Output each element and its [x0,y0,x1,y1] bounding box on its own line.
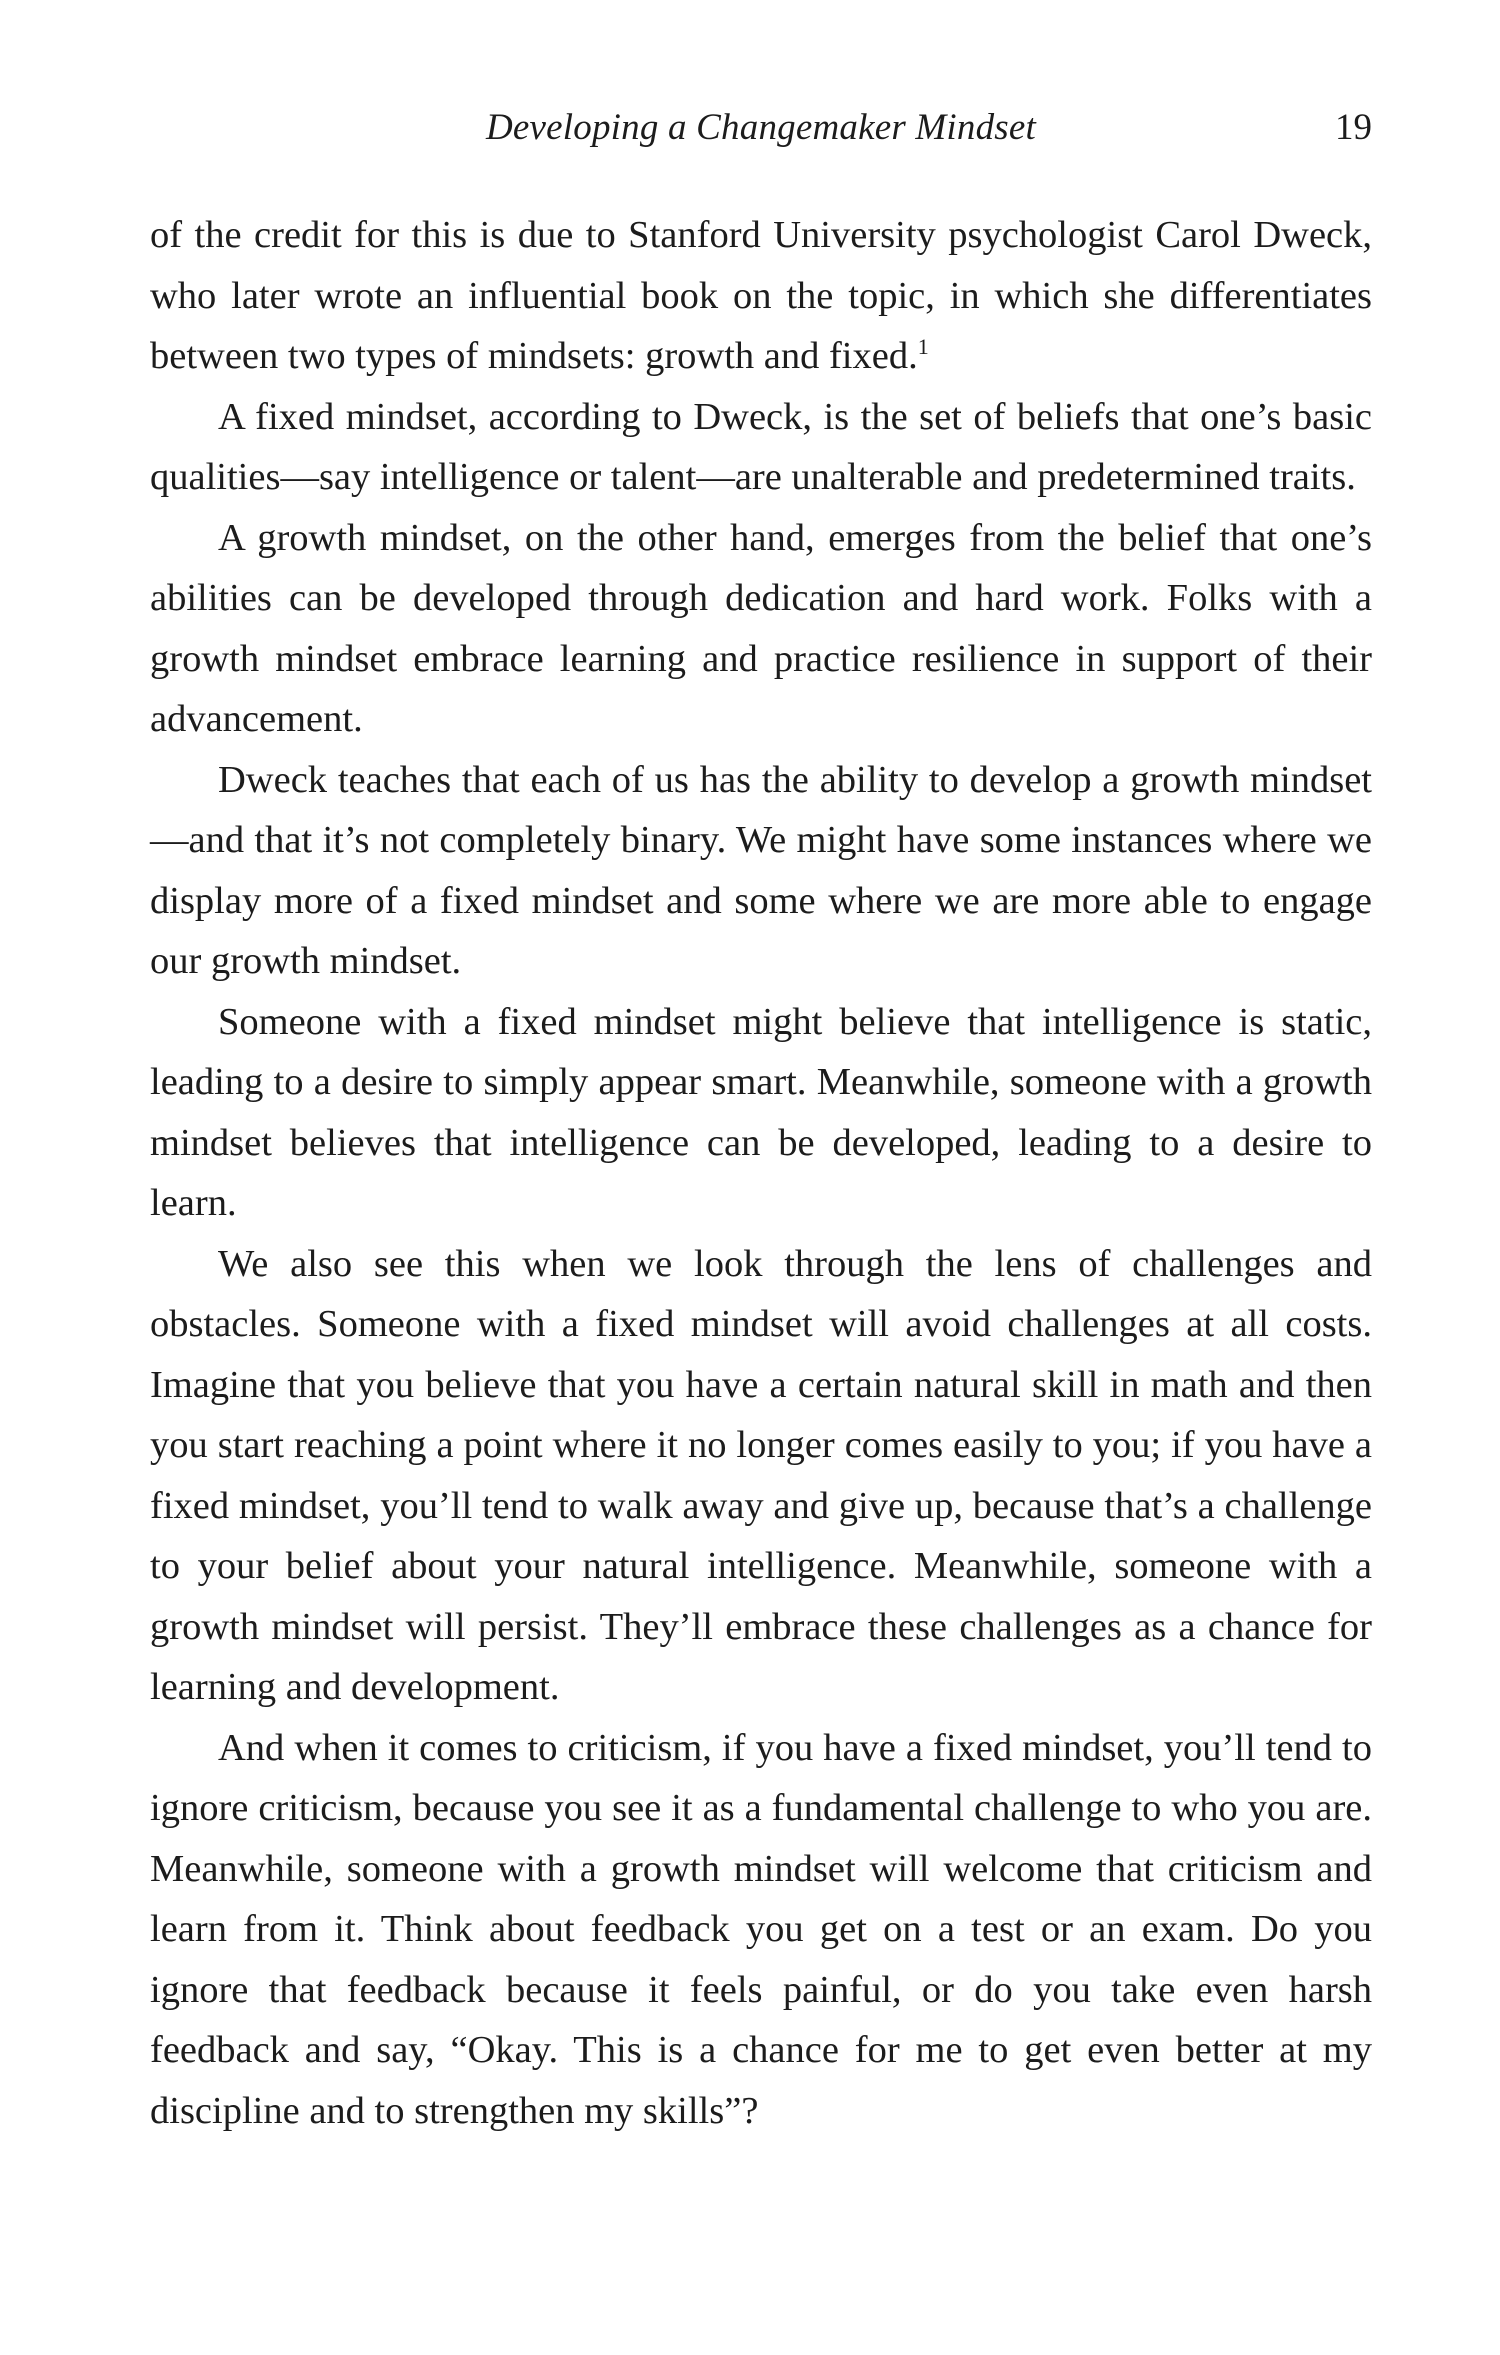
running-title: Developing a Changemaker Mindset [486,107,1036,148]
paragraph-3: A growth mindset, on the other hand, emerges from the belief that one’s abilities can be developed through dedication and hard work. Folks with a growth mindset embrace learning and practice resilience in support of their advancement. [150,516,1372,740]
paragraph-1 [150,205,1372,387]
paragraph-4: Dweck teaches that each of us has the ability to develop a growth mindset—and that it’s not completely binary. We might have some instances where we display more of a fixed mindset and some where we are more able to engage our growth mindset. [150,758,1372,982]
paragraph-6: We also see this when we look through the lens of challenges and obstacles. Someone with a fixed mindset will avoid challenges at all costs. Imagine that you believe that you have a certain natural skill in math and then you start reaching a point where it no longer comes easily to you; if you have a fixed mindset, you’ll tend to walk away and give up, because that’s a challenge to your belief about your natural intelligence. Meanwhile, someone with a growth mindset will persist. They’ll embrace these challenges as a chance for learning and development. [150,1242,1372,1708]
paragraph-2: A fixed mindset, according to Dweck, is the set of beliefs that one’s basic qualities—say intelligence or talent—are unalterable and predetermined traits. [150,395,1372,498]
footnote-reference: 1 [917,334,929,360]
running-head [150,98,1372,158]
body-text [150,205,1372,2141]
paragraph-5: Someone with a fixed mindset might believe that intelligence is static, leading to a desire to simply appear smart. Meanwhile, someone with a growth mindset believes that intelligence can be developed, leading to a desire to learn. [150,1000,1372,1224]
page-number: 19 [1335,107,1372,148]
paragraph-1-text: of the credit for this is due to Stanford University psychologist Carol Dweck, who later wrote an influential book on the topic, in which she differentiates between two types of mindsets: growth and fixed. [150,214,1372,377]
paragraph-7: And when it comes to criticism, if you have a fixed mindset, you’ll tend to ignore criticism, because you see it as a fundamental challenge to who you are. Meanwhile, someone with a growth mindset will welcome that criticism and learn from it. Think about feedback you get on a test or an exam. Do you ignore that feedback because it feels painful, or do you take even harsh feedback and say, “Okay. This is a chance for me to get even better at my discipline and to strengthen my skills”? [150,1726,1372,2132]
